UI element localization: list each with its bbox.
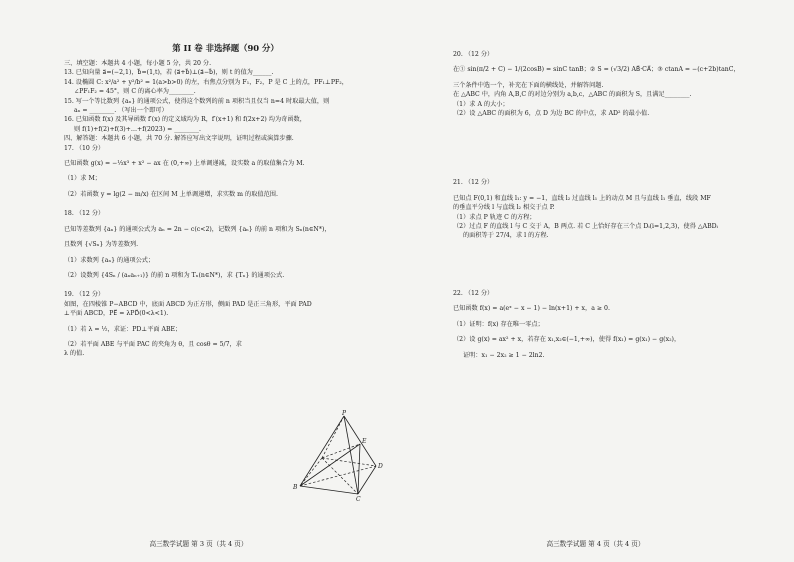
- question-21-part-1: （1）求点 P 轨迹 C 的方程；: [453, 213, 536, 221]
- edge-AE: [322, 444, 360, 458]
- page-footer: 高三数学试题 第 3 页（共 4 页）: [149, 540, 248, 548]
- question-14-line-2: ∠PF₁F₂ = 45°，则 C 的离心率为________.: [74, 88, 196, 96]
- question-19-part-2: （2）若平面 ABE 与平面 PAC 的夹角为 θ，且 cosθ = 5/7，求: [64, 340, 242, 348]
- question-19-title: 19. （12 分）: [64, 291, 105, 299]
- answer-section-instructions: 四、解答题：本题共 6 小题，共 70 分. 解答应写出文字说明，证明过程或演算步骤.: [64, 135, 294, 143]
- pyramid-diagram: [292, 410, 392, 502]
- question-17-title: 17. （10 分）: [64, 144, 105, 152]
- fill-blank-instructions: 三、填空题：本题共 4 小题，每小题 5 分，共 20 分.: [64, 60, 212, 67]
- label-D: D: [378, 463, 383, 470]
- question-15-line-1: 15. 写一个等比数列 {aₙ} 的通项公式，使得这个数列的前 n 项积当且仅当 n=4 时取最大值，则: [64, 97, 330, 105]
- question-21-stem-2: 的垂直平分线 l 与直线 l₂ 相交于点 P.: [453, 204, 555, 212]
- question-20-instruction: 三个条件中选一个，补充在下面的横线处，并解答问题.: [453, 81, 604, 89]
- question-17-part-1: （1）求 M；: [64, 175, 101, 183]
- question-22-part-2-cont: 证明：x₁ − 2x₂ ≥ 1 − 2ln2.: [463, 351, 545, 359]
- label-E: E: [362, 438, 367, 445]
- edge-CD: [358, 466, 376, 494]
- label-B: B: [293, 484, 298, 491]
- question-19-part-2-cont: λ 的值.: [64, 350, 85, 358]
- question-18-part-1: （1）求数列 {aₙ} 的通项公式；: [64, 256, 155, 264]
- page-footer: 高三数学试题 第 4 页（共 4 页）: [546, 540, 645, 548]
- question-13: 13. 已知向量 a⃗=(−2,1)，b⃗=(1,t)，若 (a⃗+b⃗)⊥(a⃗−b⃗)，则 t 的值为______.: [64, 69, 274, 77]
- edge-EC: [358, 444, 360, 494]
- question-18-stem-2: 且数列 {√Sₙ} 为等差数列.: [64, 241, 139, 249]
- question-15-line-2: aₙ = ________. （写出一个即可）: [74, 107, 168, 115]
- section-header: 第 II 卷 非选择题（90 分）: [172, 43, 279, 53]
- label-C: C: [356, 496, 361, 502]
- label-P: P: [342, 410, 347, 417]
- question-17-stem: 已知函数 g(x) = −⅓x³ + x² − ax 在 (0,+∞) 上单调递减，设实数 a 的取值集合为 M.: [64, 160, 305, 168]
- question-17-part-2: （2）若函数 y = lg(2 − m/x) 在区间 M 上单调递增，求实数 m 的取值范围.: [64, 190, 278, 198]
- question-21-title: 21. （12 分）: [453, 179, 494, 187]
- edge-AB: [300, 458, 322, 486]
- question-18-title: 18. （12 分）: [64, 210, 105, 218]
- question-18-part-2: （2）设数列 {4Sₙ / (aₙaₙ₊₁)} 的前 n 项和为 Tₙ(n∈N*)，求 {Tₙ} 的通项公式.: [64, 271, 285, 279]
- question-21-part-2: （2）过点 F 的直线 l 与 C 交于 A，B 两点. 若 C 上恰好存在三个点 Dᵢ(i=1,2,3)，使得 △ABDᵢ: [453, 223, 718, 231]
- question-16-line-1: 16. 已知函数 f(x) 及其导函数 f′(x) 的定义域均为 R，f′(x+1) 和 f(2x+2) 均为奇函数，: [64, 116, 306, 124]
- question-20-stem: 在 △ABC 中，内角 A,B,C 的对边分别为 a,b,c，△ABC 的面积为 S，且满足________.: [453, 91, 692, 99]
- question-18-stem-1: 已知等差数列 {aₙ} 的通项公式为 aₙ = 2n − c(c<2)，记数列 {aₙ} 的前 n 项和为 Sₙ(n∈N*)，: [64, 225, 331, 233]
- question-21-stem-1: 已知点 F(0,1) 和直线 l₁: y = −1，直线 l₂ 过直线 l₁ 上的动点 M 且与直线 l₁ 垂直，线段 MF: [453, 194, 711, 202]
- question-19-stem-1: 如图，在四棱锥 P−ABCD 中，底面 ABCD 为正方形，侧面 PAD 是正三角形，平面 PAD: [64, 300, 312, 308]
- pyramid-figure: [292, 410, 392, 506]
- question-22-part-2: （2）设 g(x) = ax² + x，若存在 x₁,x₂∈(−1,+∞)，使得 f(x₁) = g(x₁) − g(x₂)，: [453, 336, 681, 344]
- question-22-part-1: （1）证明：f(x) 存在唯一零点；: [453, 320, 544, 328]
- edge-PC: [344, 416, 358, 494]
- question-14-line-1: 14. 设椭圆 C: x²/a² + y²/b² = 1(a>b>0) 的左，右焦点分别为 F₁，F₂，P 是 C 上的点，PF₁⊥PF₂，: [64, 78, 348, 86]
- question-22-title: 22. （12 分）: [453, 289, 494, 297]
- question-21-part-2-cont: 的面积等于 27/4，求 l 的方程.: [463, 232, 549, 240]
- edge-BC: [300, 486, 358, 494]
- page-4: [397, 0, 794, 562]
- question-20-conditions: 在① sin(π/2 + C) − 1/(2cosB) = sinC tanB；② S = (√3/2) AB⃗·CA⃗；③ ctanA = −(c+2b)tanC，: [453, 66, 740, 74]
- question-20-part-1: （1）求 A 的大小；: [453, 100, 509, 108]
- question-20-part-2: （2）设 △ABC 的面积为 6，点 D 为边 BC 的中点，求 AD² 的最小值.: [453, 110, 650, 118]
- question-19-part-1: （1）若 λ = ½，求证：PD⊥平面 ABE；: [64, 325, 182, 333]
- edge-BE: [300, 444, 360, 486]
- edge-PA: [322, 416, 344, 458]
- question-19-stem-2: ⊥平面 ABCD，PE⃗ = λPD⃗(0<λ<1).: [64, 310, 169, 318]
- question-20-title: 20. （12 分）: [453, 51, 494, 58]
- edge-PB: [300, 416, 344, 486]
- question-16-line-2: 则 f(1)+f(2)+f(3)+…+f(2023) = ________.: [74, 125, 201, 133]
- question-22-stem: 已知函数 f(x) = a(eˣ − x − 1) − ln(x+1) + x，a ≥ 0.: [453, 305, 610, 313]
